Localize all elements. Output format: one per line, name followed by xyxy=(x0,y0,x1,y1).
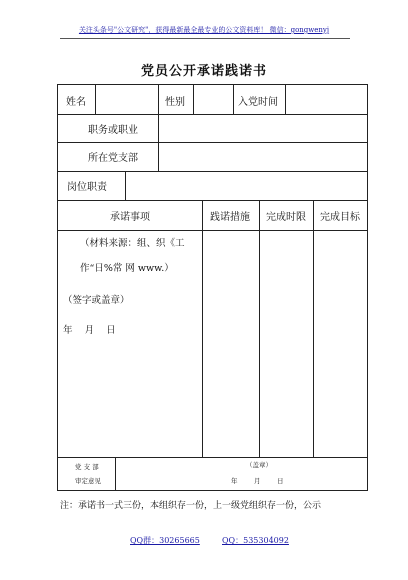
col-divider xyxy=(158,114,159,171)
branch-opinion-label: 党 支 部 xyxy=(75,463,99,471)
col-header-commit: 承诺事项 xyxy=(110,212,150,223)
seal-date: 年 月 日 xyxy=(231,477,284,485)
footnote: 注：承诺书一式三份，本组织存一份，上一级党组织存一份，公示 xyxy=(60,501,322,511)
material-source-text: （材料来源：组、织《工 xyxy=(80,238,185,249)
col-header-deadline: 完成时限 xyxy=(266,212,306,223)
sign-label: （签字或盖章） xyxy=(63,295,130,306)
col-divider xyxy=(202,200,203,457)
name-field[interactable] xyxy=(98,88,156,112)
seal-label: （盖章） xyxy=(246,461,272,469)
col-divider xyxy=(193,85,194,114)
position-field[interactable] xyxy=(161,117,364,139)
col-divider xyxy=(313,200,314,457)
col-divider xyxy=(259,200,260,457)
join-date-field[interactable] xyxy=(288,88,364,112)
col-divider xyxy=(158,85,159,114)
document-title: 党员公开承诺践诺书 xyxy=(140,64,267,79)
row-divider xyxy=(58,230,367,231)
col-divider xyxy=(95,85,96,114)
row-divider xyxy=(58,171,367,172)
row-divider xyxy=(58,142,367,143)
join-date-label: 入党时间 xyxy=(238,97,278,108)
duty-label: 岗位职责 xyxy=(67,182,107,193)
header-link[interactable]: 关注头条号"公文研究"，获得最新最全最专业的公文资料库！ 微信：gongwenyj xyxy=(78,26,330,34)
header-rule xyxy=(60,38,350,39)
gender-label: 性别 xyxy=(165,97,185,108)
material-source-text-2: 作“日%常 网 www.） xyxy=(80,263,174,274)
name-label: 姓名 xyxy=(66,97,86,108)
col-divider xyxy=(115,457,116,490)
col-header-measure: 践诺措施 xyxy=(210,212,250,223)
qq-group-link[interactable]: QQ群：30265665 xyxy=(130,536,200,545)
row-divider xyxy=(58,200,367,201)
branch-opinion-label-2: 审定意见 xyxy=(75,477,101,485)
col-header-goal: 完成目标 xyxy=(320,212,360,223)
branch-field[interactable] xyxy=(161,145,364,167)
duty-field[interactable] xyxy=(128,174,364,196)
col-divider xyxy=(125,171,126,200)
col-divider xyxy=(285,85,286,114)
row-divider xyxy=(58,457,367,458)
qq-link[interactable]: QQ：535304092 xyxy=(222,536,289,545)
gender-field[interactable] xyxy=(196,88,231,112)
date-line: 年 月 日 xyxy=(63,325,116,336)
branch-label: 所在党支部 xyxy=(88,153,138,164)
col-divider xyxy=(233,85,234,114)
commitment-form xyxy=(57,84,368,491)
row-divider xyxy=(58,114,367,115)
position-label: 职务或职业 xyxy=(88,125,138,136)
